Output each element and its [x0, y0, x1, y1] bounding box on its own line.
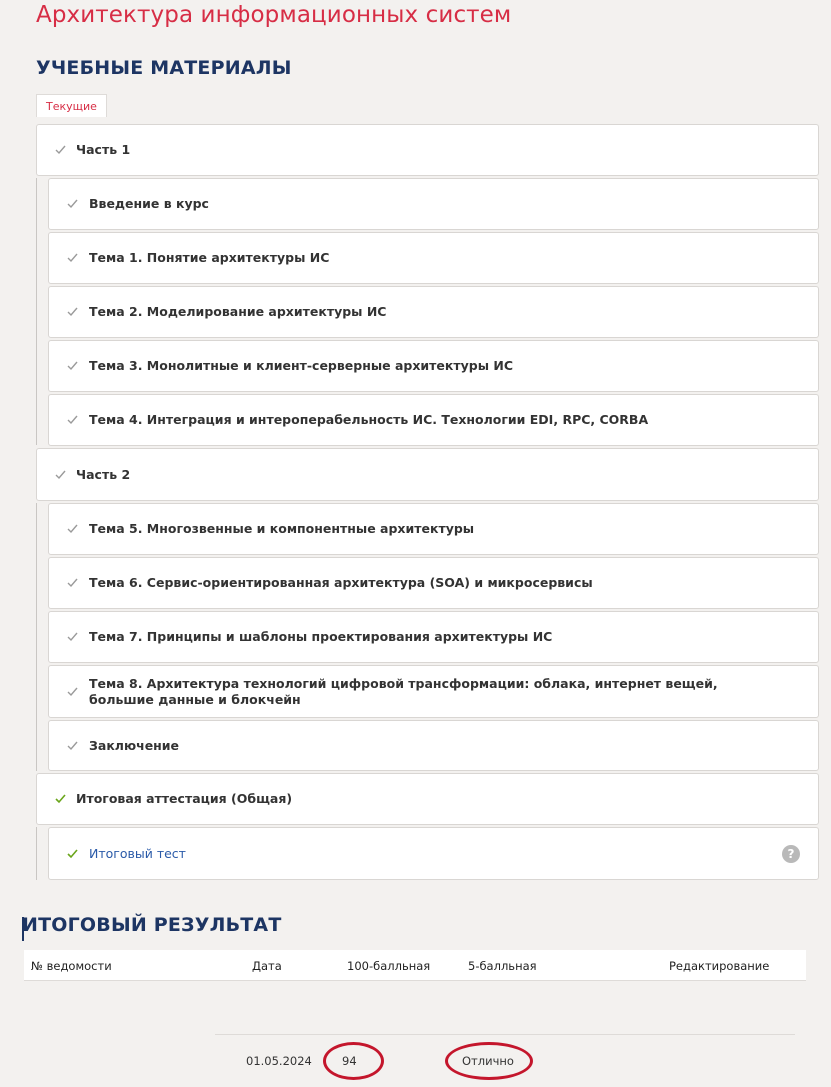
check-icon: [67, 686, 78, 697]
topic-item[interactable]: [48, 611, 819, 663]
topic-label: Тема 4. Интеграция и интероперабельность ИС. Технологии EDI, RPC, CORBA: [89, 412, 649, 427]
column-score5: 5-балльная: [468, 959, 537, 973]
column-score100: 100-балльная: [347, 959, 431, 973]
check-icon: [55, 793, 66, 804]
check-icon: [67, 577, 78, 588]
topic-item[interactable]: [48, 720, 819, 771]
column-number: № ведомости: [31, 959, 112, 973]
help-icon[interactable]: ?: [782, 845, 800, 863]
attestation-card[interactable]: [36, 773, 819, 825]
part-1-indent-line: [36, 178, 37, 445]
check-icon: [67, 848, 78, 859]
check-icon: [67, 306, 78, 317]
part-2-card[interactable]: [36, 448, 819, 501]
column-edit: Редактирование: [669, 959, 770, 973]
topic-item[interactable]: [48, 394, 819, 446]
result-heading: ИТОГОВЫЙ РЕЗУЛЬТАТ: [22, 914, 282, 936]
check-icon: [67, 523, 78, 534]
check-icon: [67, 198, 78, 209]
check-icon: [67, 740, 78, 751]
attestation-label: Итоговая аттестация (Общая): [76, 791, 293, 806]
part-2-label: Часть 2: [76, 466, 131, 482]
final-test-link[interactable]: Итоговый тест: [89, 845, 186, 861]
course-title: Архитектура информационных систем: [36, 2, 512, 28]
topic-item[interactable]: [48, 665, 819, 718]
result-row-divider: [215, 1034, 795, 1035]
result-score100-cell: 94: [342, 1054, 357, 1068]
result-score5-cell: Отлично: [462, 1054, 514, 1068]
check-icon: [55, 469, 66, 480]
topic-item[interactable]: [48, 557, 819, 609]
part-1-card[interactable]: [36, 124, 819, 176]
final-test-card[interactable]: [48, 827, 819, 880]
materials-heading: УЧЕБНЫЕ МАТЕРИАЛЫ: [36, 57, 292, 79]
topic-label: Тема 1. Понятие архитектуры ИС: [89, 250, 330, 265]
topic-label: Введение в курс: [89, 196, 209, 211]
check-icon: [67, 252, 78, 263]
topic-item[interactable]: [48, 178, 819, 230]
score100-highlight-oval: [323, 1042, 384, 1080]
topic-label: Тема 6. Сервис-ориентированная архитектура (SOA) и микросервисы: [89, 575, 593, 590]
check-icon: [55, 144, 66, 155]
topic-label: Тема 8. Архитектура технологий цифровой трансформации: облака, интернет вещей, большие данные и блокчейн: [89, 675, 718, 707]
check-icon: [67, 414, 78, 425]
column-date: Дата: [252, 959, 282, 973]
score5-highlight-oval: [445, 1042, 533, 1080]
topic-item[interactable]: [48, 340, 819, 392]
topic-item[interactable]: [48, 232, 819, 284]
result-table-header: [24, 950, 806, 981]
part-1-label: Часть 1: [76, 142, 131, 157]
tab-current[interactable]: Текущие: [36, 94, 107, 117]
topic-item[interactable]: [48, 503, 819, 555]
topic-item[interactable]: [48, 286, 819, 338]
topic-label: Заключение: [89, 737, 180, 753]
check-icon: [67, 360, 78, 371]
topic-label: Тема 5. Многозвенные и компонентные архитектуры: [89, 521, 475, 536]
attestation-indent-line: [36, 827, 37, 880]
check-icon: [67, 631, 78, 642]
topic-label: Тема 2. Моделирование архитектуры ИС: [89, 304, 387, 319]
topic-label: Тема 3. Монолитные и клиент-серверные архитектуры ИС: [89, 358, 514, 373]
topic-label: Тема 7. Принципы и шаблоны проектирования архитектуры ИС: [89, 629, 553, 644]
result-date-cell: 01.05.2024: [246, 1054, 312, 1068]
part-2-indent-line: [36, 503, 37, 771]
